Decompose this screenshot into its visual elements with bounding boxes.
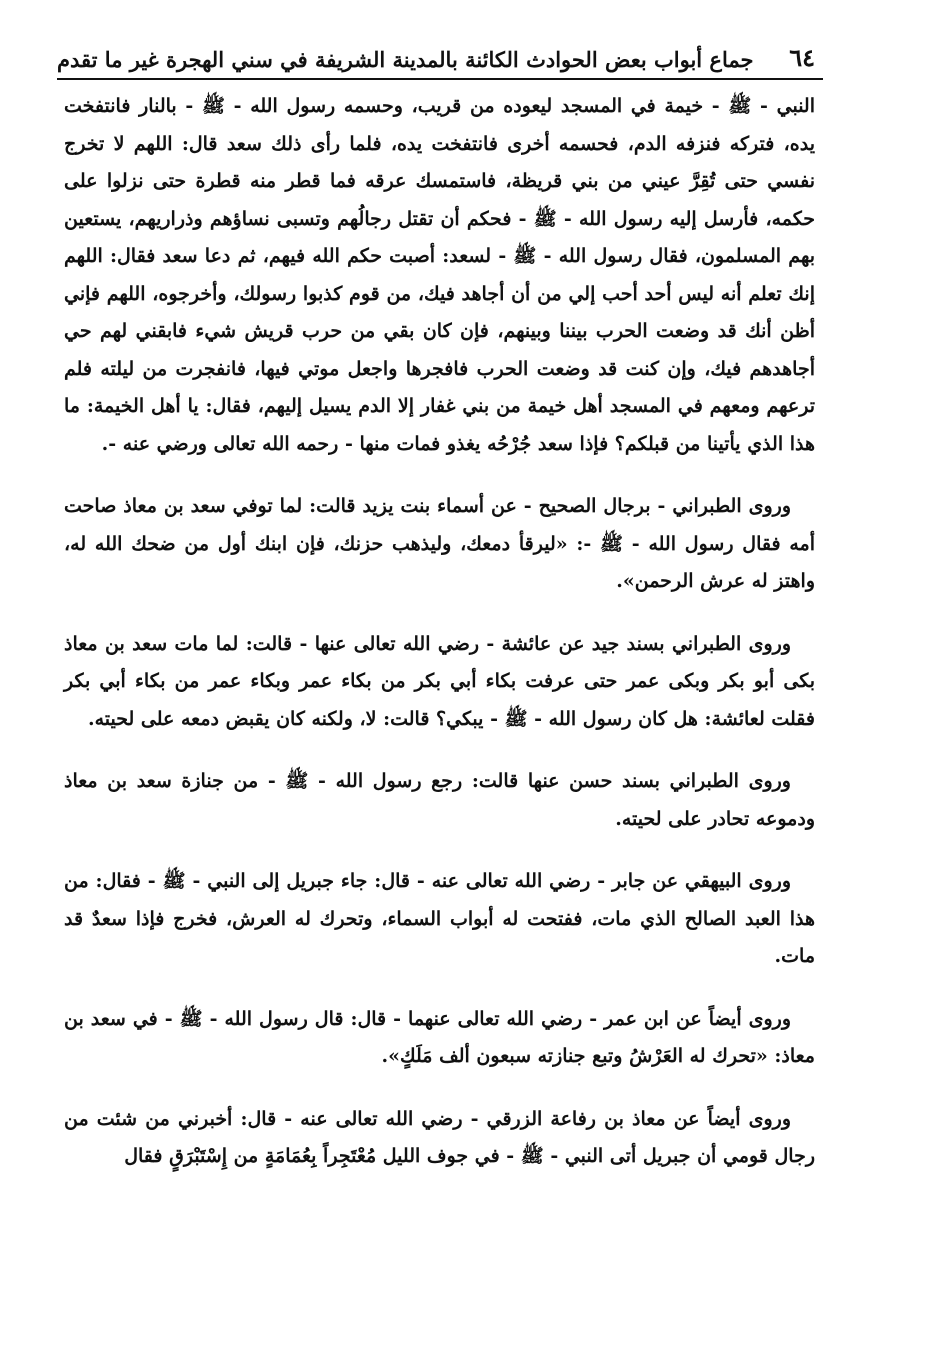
paragraph: وروى الطبراني - برجال الصحيح - عن أسماء بنت يزيد قالت: لما توفي سعد بن معاذ صاحت أمه فقال رسول الله - ﷺ -: «ليرقأ دمعك، وليذهب حزنك، فإن ابنك أول من ضحك الله له، واهتز له عرش الرحمن». (64, 495, 815, 592)
page-header (57, 36, 823, 80)
paragraph: وروى البيهقي عن جابر - رضي الله تعالى عنه - قال: جاء جبريل إلى النبي - ﷺ - فقال: من هذا العبد الصالح الذي مات، ففتحت له أبواب السماء، وتحرك له العرش، فخرج فإذا سعدٌ قد مات. (64, 870, 815, 967)
page-number: ٦٤ (789, 43, 815, 72)
paragraph: وروى الطبراني بسند جيد عن عائشة - رضي الله تعالى عنها - قالت: لما مات سعد بن معاذ بكى أبو بكر وبكى عمر حتى عرفت بكاء أبي بكر من بكاء عمر وبكاء عمر من بكاء أبي بكر فقلت لعائشة: هل كان رسول الله - ﷺ - يبكي؟ قالت: لا، ولكنه كان يقبض دمعه على لحيته. (64, 632, 815, 730)
paragraph: النبي - ﷺ - خيمة في المسجد ليعوده من قريب، وحسمه رسول الله - ﷺ - بالنار فانتفخت يده، فتركه فنزفه الدم، فحسمه أخرى فانتفخت يده، فلما رأى ذلك سعد قال: اللهم لا تخرج نفسي حتى تُقِرَّ عيني من بني قريظة، فاستمسك عرقه فما قطر منه قطرة حتى نزلوا على حكمه، فأرسل إليه رسول الله - ﷺ - فحكم أن تقتل رجالُهم وتسبى نساؤهم وذراريهم، يستعين بهم المسلمون، فقال رسول الله - ﷺ - لسعد: أصبت حكم الله فيهم، ثم دعا سعد فقال: اللهم إنك تعلم أنه ليس أحد أحب إلي من أن أجاهد فيك، من قوم كذبوا رسولك، وأخرجوه، اللهم فإني أظن أنك قد وضعت الحرب بيننا وبينهم، فإن كان بقي من حرب قريش شيء فابقني لهم حي أجاهدهم فيك، وإن كنت قد وضعت الحرب فافجرها واجعل موتي فيها، فانفجرت من ليلته فلم ترعهم ومعهم في المسجد أهل خيمة من بني غفار إلا الدم يسيل إليهم، فقال: يا أهل الخيمة: ما هذا الذي يأتينا من قبلكم؟ فإذا سعد جُرْحُه يغذو فمات منها - رحمه الله تعالى ورضي عنه -. (64, 95, 816, 455)
paragraph: وروى الطبراني بسند حسن عنها قالت: رجع رسول الله - ﷺ - من جنازة سعد بن معاذ ودموعه تحادر على لحيته. (64, 770, 815, 830)
paragraph: وروى أيضاً عن ابن عمر - رضي الله تعالى عنهما - قال: قال رسول الله - ﷺ - في سعد بن معاذ: «تحرك له العَرْشُ وتبع جنازته سبعون ألف مَلَكٍ». (64, 1007, 815, 1067)
body-text (64, 88, 815, 1176)
running-title: جماع أبواب بعض الحوادث الكائنة بالمدينة الشريفة في سني الهجرة غير ما تقدم (57, 47, 754, 72)
paragraph: وروى أيضاً عن معاذ بن رفاعة الزرقي - رضي الله تعالى عنه - قال: أخبرني من شئت من رجال قومي أن جبريل أتى النبي - ﷺ - في جوف الليل مُعْتَجِراً بِعُمَامَةٍ من إِسْتَبْرَقٍ فقال (64, 1107, 815, 1167)
